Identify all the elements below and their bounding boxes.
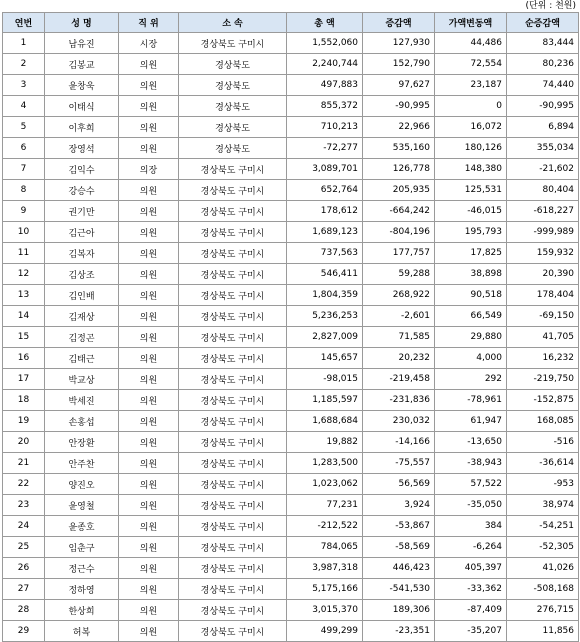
- cell-affiliation: 경상북도: [179, 117, 287, 138]
- cell-name: 양진오: [45, 474, 119, 495]
- cell-net-change: 41,705: [507, 327, 579, 348]
- cell-net-change: 168,085: [507, 411, 579, 432]
- table-row: [3, 243, 579, 264]
- cell-net-change: -21,602: [507, 159, 579, 180]
- cell-net-change: -953: [507, 474, 579, 495]
- table-row: [3, 411, 579, 432]
- cell-index: 26: [3, 558, 45, 579]
- cell-value-change: 44,486: [435, 33, 507, 54]
- cell-net-change: 276,715: [507, 600, 579, 621]
- cell-total: 3,089,701: [287, 159, 363, 180]
- cell-name: 허복: [45, 621, 119, 642]
- cell-position: 의원: [119, 54, 179, 75]
- cell-position: 의원: [119, 495, 179, 516]
- cell-value-change: 66,549: [435, 306, 507, 327]
- cell-net-change: 80,236: [507, 54, 579, 75]
- cell-position: 의원: [119, 411, 179, 432]
- table-row: [3, 348, 579, 369]
- cell-value-change: -33,362: [435, 579, 507, 600]
- cell-value-change: -38,943: [435, 453, 507, 474]
- cell-change: 205,935: [363, 180, 435, 201]
- cell-index: 8: [3, 180, 45, 201]
- header-total: 총 액: [287, 13, 363, 33]
- cell-change: 20,232: [363, 348, 435, 369]
- cell-value-change: 57,522: [435, 474, 507, 495]
- cell-net-change: 178,404: [507, 285, 579, 306]
- table-row: [3, 600, 579, 621]
- table-row: [3, 453, 579, 474]
- cell-change: 71,585: [363, 327, 435, 348]
- cell-position: 의원: [119, 201, 179, 222]
- cell-name: 이태식: [45, 96, 119, 117]
- cell-name: 강승수: [45, 180, 119, 201]
- cell-change: -14,166: [363, 432, 435, 453]
- header-change: 증감액: [363, 13, 435, 33]
- cell-index: 22: [3, 474, 45, 495]
- table-row: [3, 138, 579, 159]
- cell-total: 3,015,370: [287, 600, 363, 621]
- cell-affiliation: 경상북도 구미시: [179, 516, 287, 537]
- cell-change: 97,627: [363, 75, 435, 96]
- cell-affiliation: 경상북도: [179, 54, 287, 75]
- cell-index: 27: [3, 579, 45, 600]
- cell-net-change: 80,404: [507, 180, 579, 201]
- cell-name: 한상희: [45, 600, 119, 621]
- cell-total: 3,987,318: [287, 558, 363, 579]
- cell-change: 56,569: [363, 474, 435, 495]
- cell-change: -23,351: [363, 621, 435, 642]
- cell-index: 10: [3, 222, 45, 243]
- cell-affiliation: 경상북도 구미시: [179, 495, 287, 516]
- cell-position: 의원: [119, 75, 179, 96]
- cell-position: 의원: [119, 453, 179, 474]
- cell-index: 12: [3, 264, 45, 285]
- table-row: [3, 474, 579, 495]
- cell-position: 의원: [119, 516, 179, 537]
- cell-affiliation: 경상북도 구미시: [179, 243, 287, 264]
- cell-change: 3,924: [363, 495, 435, 516]
- cell-index: 14: [3, 306, 45, 327]
- cell-name: 김정곤: [45, 327, 119, 348]
- header-value-change: 가액변동액: [435, 13, 507, 33]
- cell-name: 장영석: [45, 138, 119, 159]
- cell-net-change: 11,856: [507, 621, 579, 642]
- header-affiliation: 소 속: [179, 13, 287, 33]
- cell-total: 145,657: [287, 348, 363, 369]
- cell-net-change: -999,989: [507, 222, 579, 243]
- cell-index: 2: [3, 54, 45, 75]
- cell-value-change: -78,961: [435, 390, 507, 411]
- header-name: 성 명: [45, 13, 119, 33]
- cell-position: 의원: [119, 306, 179, 327]
- header-net-change: 순증감액: [507, 13, 579, 33]
- cell-position: 의원: [119, 621, 179, 642]
- cell-affiliation: 경상북도 구미시: [179, 537, 287, 558]
- cell-value-change: 0: [435, 96, 507, 117]
- cell-total: 1,023,062: [287, 474, 363, 495]
- cell-value-change: 125,531: [435, 180, 507, 201]
- cell-value-change: -35,050: [435, 495, 507, 516]
- cell-value-change: 4,000: [435, 348, 507, 369]
- cell-total: 178,612: [287, 201, 363, 222]
- cell-change: -58,569: [363, 537, 435, 558]
- cell-total: 546,411: [287, 264, 363, 285]
- cell-total: 2,240,744: [287, 54, 363, 75]
- cell-position: 의원: [119, 432, 179, 453]
- cell-value-change: -87,409: [435, 600, 507, 621]
- cell-index: 4: [3, 96, 45, 117]
- cell-value-change: 292: [435, 369, 507, 390]
- cell-net-change: -54,251: [507, 516, 579, 537]
- cell-position: 의원: [119, 348, 179, 369]
- cell-name: 윤창욱: [45, 75, 119, 96]
- cell-net-change: -90,995: [507, 96, 579, 117]
- cell-name: 김익수: [45, 159, 119, 180]
- cell-change: 535,160: [363, 138, 435, 159]
- cell-position: 의원: [119, 327, 179, 348]
- cell-value-change: 405,397: [435, 558, 507, 579]
- cell-total: 499,299: [287, 621, 363, 642]
- table-row: [3, 264, 579, 285]
- cell-index: 25: [3, 537, 45, 558]
- asset-table: [2, 12, 579, 642]
- cell-position: 의원: [119, 222, 179, 243]
- cell-affiliation: 경상북도: [179, 138, 287, 159]
- cell-name: 임춘구: [45, 537, 119, 558]
- cell-index: 21: [3, 453, 45, 474]
- cell-value-change: 38,898: [435, 264, 507, 285]
- cell-change: -53,867: [363, 516, 435, 537]
- cell-position: 시장: [119, 33, 179, 54]
- unit-note: (단위 : 천원): [525, 1, 576, 11]
- cell-index: 17: [3, 369, 45, 390]
- cell-index: 9: [3, 201, 45, 222]
- cell-name: 박교상: [45, 369, 119, 390]
- cell-affiliation: 경상북도 구미시: [179, 621, 287, 642]
- cell-affiliation: 경상북도: [179, 75, 287, 96]
- cell-affiliation: 경상북도 구미시: [179, 306, 287, 327]
- cell-position: 의장: [119, 159, 179, 180]
- cell-index: 20: [3, 432, 45, 453]
- table-row: [3, 75, 579, 96]
- cell-position: 의원: [119, 243, 179, 264]
- table-row: [3, 369, 579, 390]
- table-row: [3, 285, 579, 306]
- cell-change: -90,995: [363, 96, 435, 117]
- table-row: [3, 222, 579, 243]
- cell-net-change: 6,894: [507, 117, 579, 138]
- cell-net-change: 41,026: [507, 558, 579, 579]
- cell-affiliation: 경상북도 구미시: [179, 201, 287, 222]
- cell-change: 268,922: [363, 285, 435, 306]
- table-row: [3, 432, 579, 453]
- cell-index: 13: [3, 285, 45, 306]
- cell-index: 7: [3, 159, 45, 180]
- cell-net-change: -618,227: [507, 201, 579, 222]
- cell-affiliation: 경상북도 구미시: [179, 264, 287, 285]
- cell-total: 1,185,597: [287, 390, 363, 411]
- cell-name: 남유진: [45, 33, 119, 54]
- cell-value-change: -13,650: [435, 432, 507, 453]
- cell-position: 의원: [119, 579, 179, 600]
- cell-value-change: 17,825: [435, 243, 507, 264]
- cell-total: -72,277: [287, 138, 363, 159]
- cell-affiliation: 경상북도 구미시: [179, 285, 287, 306]
- cell-change: -231,836: [363, 390, 435, 411]
- cell-index: 15: [3, 327, 45, 348]
- cell-index: 3: [3, 75, 45, 96]
- cell-name: 안주찬: [45, 453, 119, 474]
- cell-position: 의원: [119, 138, 179, 159]
- cell-change: 177,757: [363, 243, 435, 264]
- cell-net-change: 83,444: [507, 33, 579, 54]
- cell-position: 의원: [119, 285, 179, 306]
- cell-index: 11: [3, 243, 45, 264]
- cell-affiliation: 경상북도: [179, 96, 287, 117]
- cell-net-change: -36,614: [507, 453, 579, 474]
- cell-name: 김근아: [45, 222, 119, 243]
- cell-total: 497,883: [287, 75, 363, 96]
- cell-affiliation: 경상북도 구미시: [179, 159, 287, 180]
- cell-index: 24: [3, 516, 45, 537]
- table-header-row: [3, 13, 579, 33]
- cell-index: 18: [3, 390, 45, 411]
- cell-net-change: -516: [507, 432, 579, 453]
- cell-total: 784,065: [287, 537, 363, 558]
- cell-total: 855,372: [287, 96, 363, 117]
- cell-name: 김봉교: [45, 54, 119, 75]
- cell-value-change: 72,554: [435, 54, 507, 75]
- table-row: [3, 117, 579, 138]
- cell-name: 김복자: [45, 243, 119, 264]
- table-row: [3, 33, 579, 54]
- cell-total: 1,804,359: [287, 285, 363, 306]
- cell-value-change: 29,880: [435, 327, 507, 348]
- cell-change: -541,530: [363, 579, 435, 600]
- table-row: [3, 390, 579, 411]
- cell-net-change: 159,932: [507, 243, 579, 264]
- cell-name: 안장환: [45, 432, 119, 453]
- cell-affiliation: 경상북도 구미시: [179, 474, 287, 495]
- cell-index: 28: [3, 600, 45, 621]
- cell-name: 정하영: [45, 579, 119, 600]
- cell-total: 1,283,500: [287, 453, 363, 474]
- cell-index: 23: [3, 495, 45, 516]
- table-row: [3, 558, 579, 579]
- cell-net-change: 355,034: [507, 138, 579, 159]
- cell-affiliation: 경상북도 구미시: [179, 432, 287, 453]
- cell-total: 1,688,684: [287, 411, 363, 432]
- cell-affiliation: 경상북도 구미시: [179, 222, 287, 243]
- cell-position: 의원: [119, 264, 179, 285]
- cell-total: 5,175,166: [287, 579, 363, 600]
- cell-net-change: 20,390: [507, 264, 579, 285]
- cell-total: 710,213: [287, 117, 363, 138]
- cell-total: -212,522: [287, 516, 363, 537]
- cell-total: 1,689,123: [287, 222, 363, 243]
- cell-change: -219,458: [363, 369, 435, 390]
- table-row: [3, 201, 579, 222]
- cell-value-change: -46,015: [435, 201, 507, 222]
- cell-index: 6: [3, 138, 45, 159]
- cell-position: 의원: [119, 474, 179, 495]
- table-row: [3, 159, 579, 180]
- cell-total: 77,231: [287, 495, 363, 516]
- cell-affiliation: 경상북도 구미시: [179, 390, 287, 411]
- cell-net-change: -69,150: [507, 306, 579, 327]
- cell-position: 의원: [119, 537, 179, 558]
- cell-affiliation: 경상북도 구미시: [179, 453, 287, 474]
- cell-affiliation: 경상북도 구미시: [179, 369, 287, 390]
- cell-net-change: -52,305: [507, 537, 579, 558]
- cell-change: 446,423: [363, 558, 435, 579]
- cell-total: -98,015: [287, 369, 363, 390]
- table-row: [3, 579, 579, 600]
- table-row: [3, 180, 579, 201]
- cell-value-change: 23,187: [435, 75, 507, 96]
- cell-total: 19,882: [287, 432, 363, 453]
- cell-name: 권기만: [45, 201, 119, 222]
- header-index: 연번: [3, 13, 45, 33]
- cell-total: 1,552,060: [287, 33, 363, 54]
- cell-value-change: 384: [435, 516, 507, 537]
- cell-name: 김재상: [45, 306, 119, 327]
- cell-position: 의원: [119, 117, 179, 138]
- cell-affiliation: 경상북도 구미시: [179, 180, 287, 201]
- cell-affiliation: 경상북도 구미시: [179, 600, 287, 621]
- cell-name: 윤영철: [45, 495, 119, 516]
- cell-change: 189,306: [363, 600, 435, 621]
- cell-total: 5,236,253: [287, 306, 363, 327]
- cell-change: -664,242: [363, 201, 435, 222]
- cell-affiliation: 경상북도 구미시: [179, 33, 287, 54]
- cell-net-change: 38,974: [507, 495, 579, 516]
- cell-value-change: -6,264: [435, 537, 507, 558]
- cell-change: -804,196: [363, 222, 435, 243]
- cell-name: 김태근: [45, 348, 119, 369]
- cell-affiliation: 경상북도 구미시: [179, 411, 287, 432]
- cell-value-change: 148,380: [435, 159, 507, 180]
- cell-change: 152,790: [363, 54, 435, 75]
- cell-change: 59,288: [363, 264, 435, 285]
- cell-value-change: 16,072: [435, 117, 507, 138]
- cell-net-change: -152,875: [507, 390, 579, 411]
- cell-position: 의원: [119, 390, 179, 411]
- cell-change: -2,601: [363, 306, 435, 327]
- cell-value-change: -35,207: [435, 621, 507, 642]
- cell-position: 의원: [119, 96, 179, 117]
- cell-position: 의원: [119, 558, 179, 579]
- cell-name: 김상조: [45, 264, 119, 285]
- table-row: [3, 306, 579, 327]
- cell-affiliation: 경상북도 구미시: [179, 558, 287, 579]
- cell-total: 652,764: [287, 180, 363, 201]
- cell-name: 김인배: [45, 285, 119, 306]
- cell-change: 230,032: [363, 411, 435, 432]
- cell-net-change: -219,750: [507, 369, 579, 390]
- cell-value-change: 61,947: [435, 411, 507, 432]
- cell-affiliation: 경상북도 구미시: [179, 327, 287, 348]
- cell-index: 1: [3, 33, 45, 54]
- cell-total: 737,563: [287, 243, 363, 264]
- cell-position: 의원: [119, 180, 179, 201]
- cell-position: 의원: [119, 369, 179, 390]
- table-row: [3, 621, 579, 642]
- cell-affiliation: 경상북도 구미시: [179, 348, 287, 369]
- cell-index: 5: [3, 117, 45, 138]
- cell-value-change: 180,126: [435, 138, 507, 159]
- cell-name: 손홍섭: [45, 411, 119, 432]
- cell-net-change: -508,168: [507, 579, 579, 600]
- cell-change: -75,557: [363, 453, 435, 474]
- cell-index: 29: [3, 621, 45, 642]
- cell-total: 2,827,009: [287, 327, 363, 348]
- header-position: 직 위: [119, 13, 179, 33]
- cell-position: 의원: [119, 600, 179, 621]
- cell-change: 126,778: [363, 159, 435, 180]
- table-row: [3, 54, 579, 75]
- cell-change: 22,966: [363, 117, 435, 138]
- cell-index: 16: [3, 348, 45, 369]
- cell-net-change: 16,232: [507, 348, 579, 369]
- cell-name: 윤종호: [45, 516, 119, 537]
- cell-value-change: 90,518: [435, 285, 507, 306]
- cell-index: 19: [3, 411, 45, 432]
- cell-name: 정근수: [45, 558, 119, 579]
- table-row: [3, 96, 579, 117]
- cell-value-change: 195,793: [435, 222, 507, 243]
- table-row: [3, 516, 579, 537]
- table-row: [3, 327, 579, 348]
- table-row: [3, 495, 579, 516]
- cell-name: 이후희: [45, 117, 119, 138]
- table-row: [3, 537, 579, 558]
- cell-name: 박세진: [45, 390, 119, 411]
- cell-net-change: 74,440: [507, 75, 579, 96]
- cell-affiliation: 경상북도 구미시: [179, 579, 287, 600]
- cell-change: 127,930: [363, 33, 435, 54]
